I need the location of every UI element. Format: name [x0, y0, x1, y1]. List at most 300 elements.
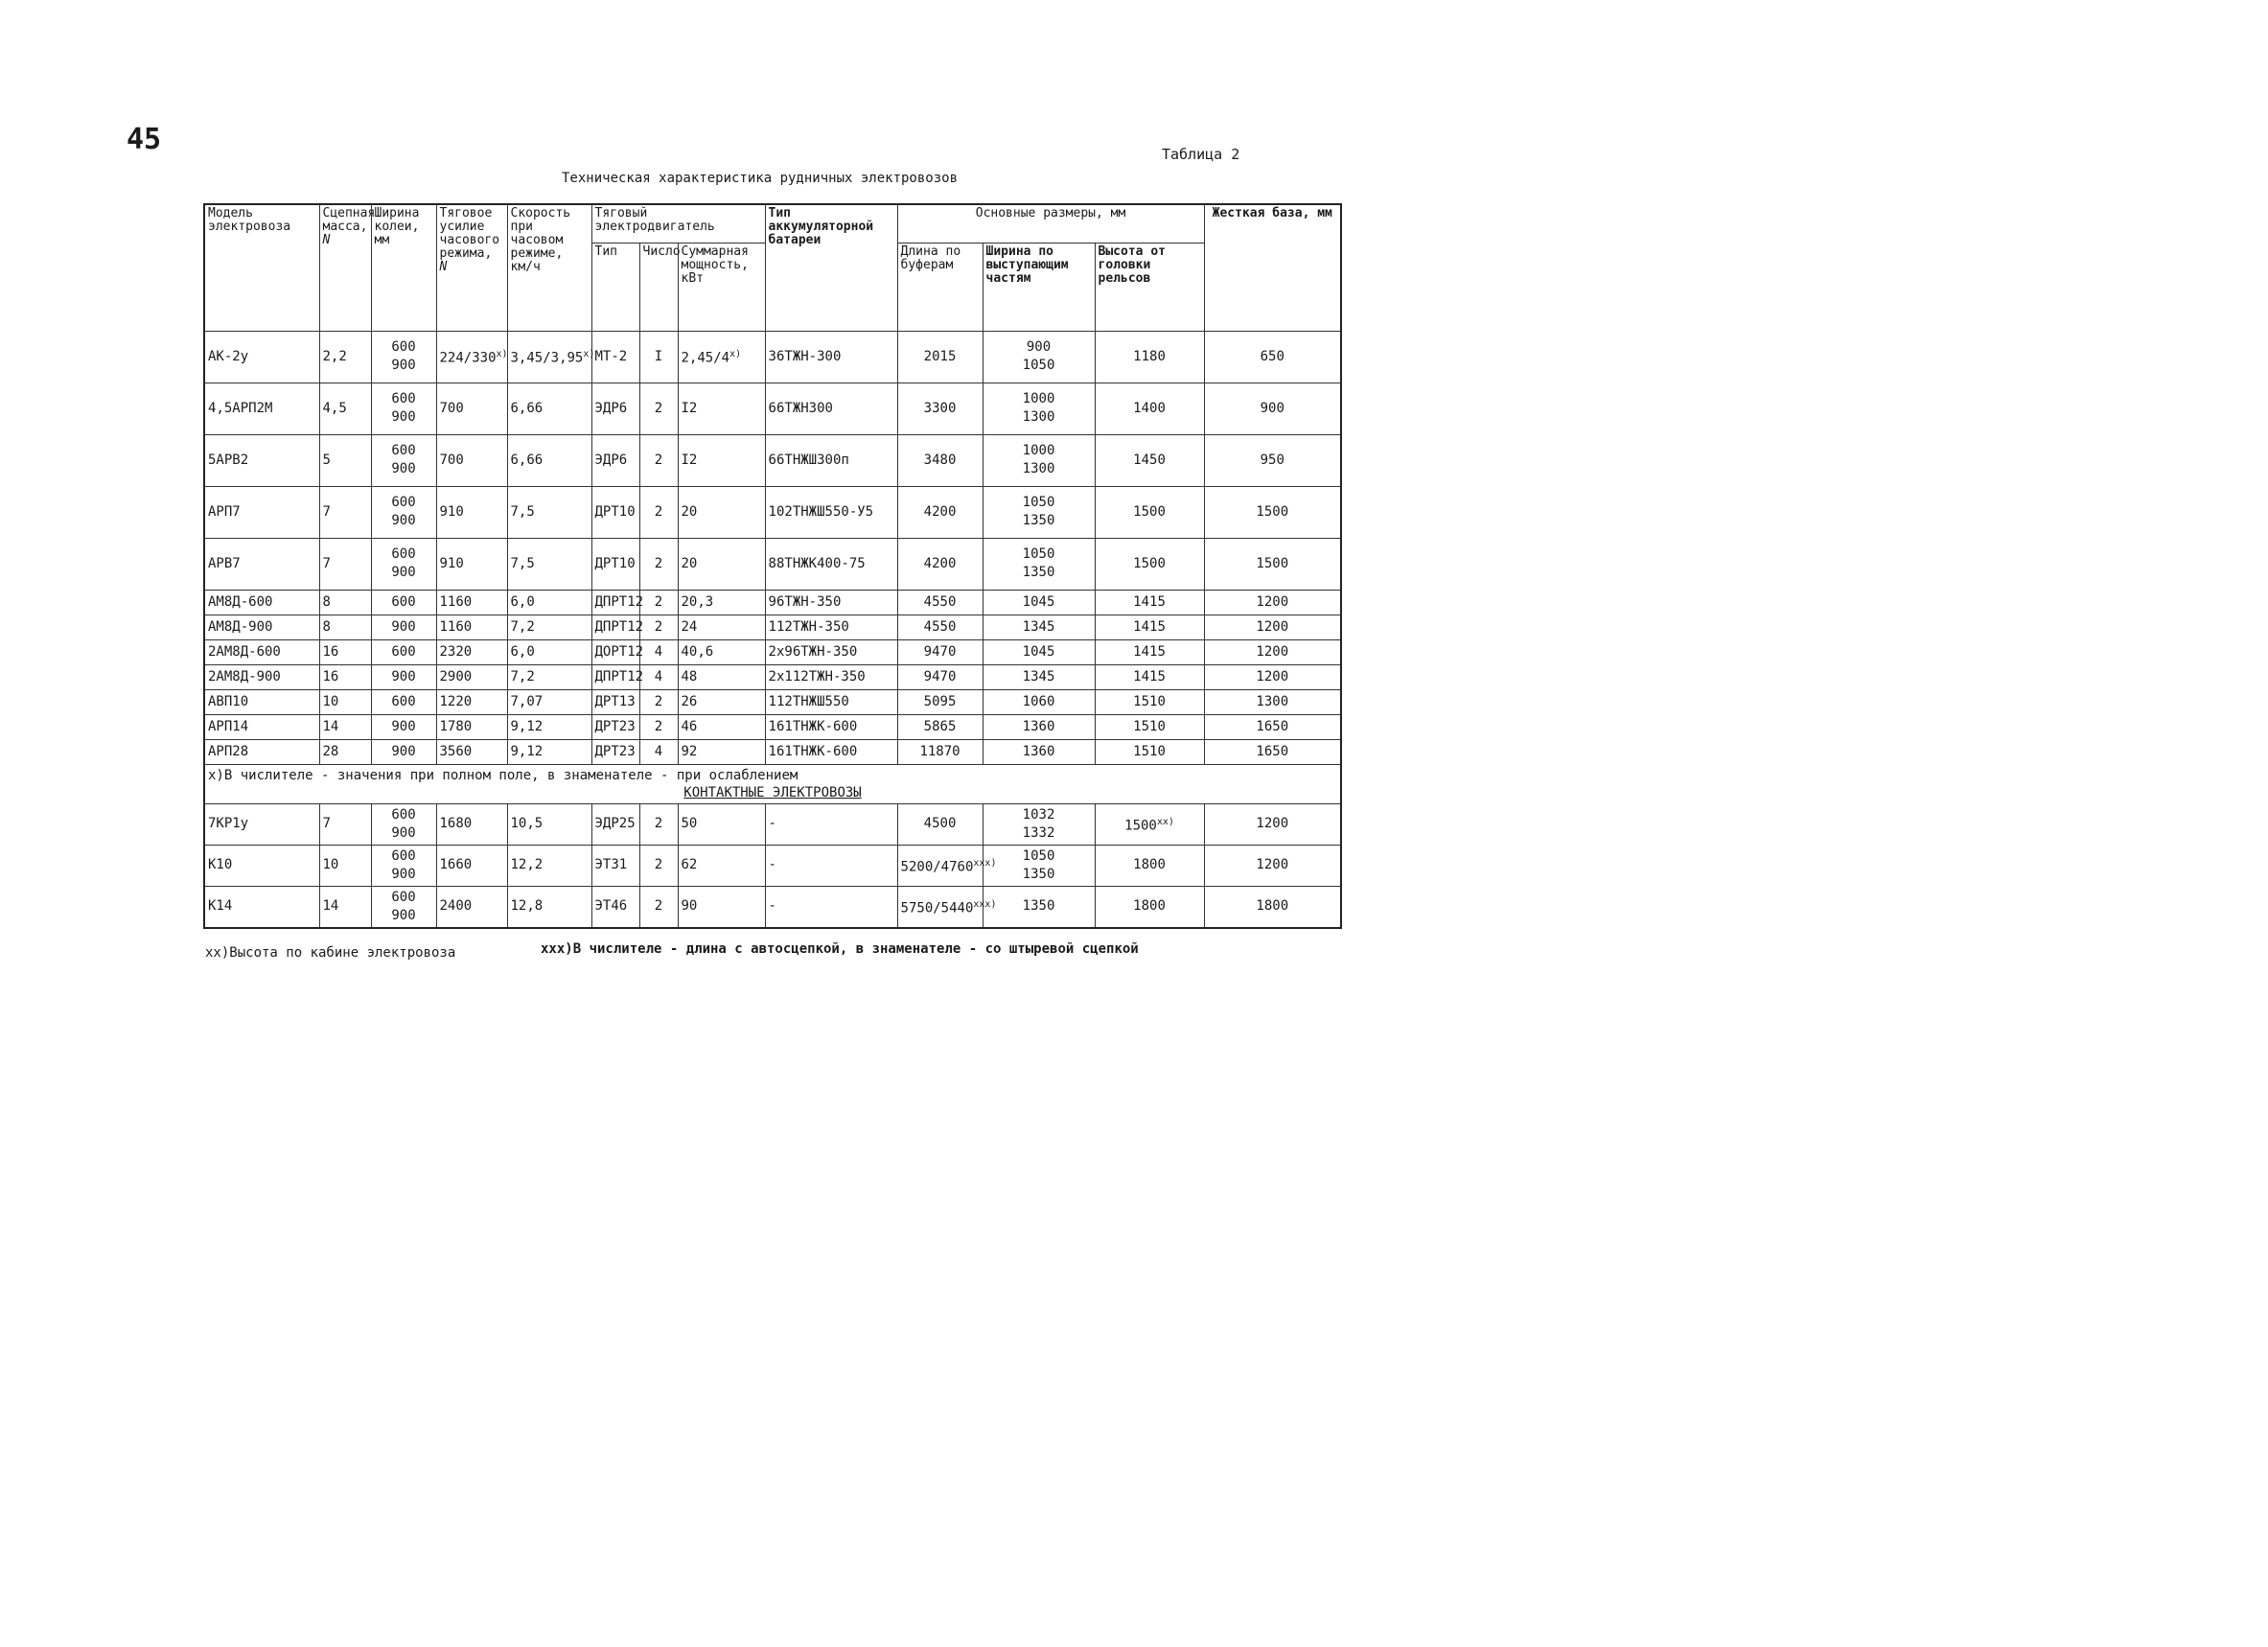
cell-height [1095, 664, 1204, 689]
cell-model-value: 7КР1у [208, 816, 249, 831]
cell-gauge-value: 600 [391, 495, 416, 510]
cell-battery [765, 803, 897, 845]
cell-length [897, 615, 983, 639]
cell-width [983, 739, 1095, 764]
cell-gauge [371, 590, 436, 615]
cell-mass-value: 10 [322, 857, 339, 872]
header-height: Высота от головки рельсов [1095, 243, 1204, 331]
cell-motor-type-value: ДРТ23 [594, 743, 636, 759]
cell-length-footnote-mark: ххх) [973, 857, 997, 869]
cell-motor-count [639, 434, 678, 486]
cell-width-value: 1045 [1022, 643, 1055, 660]
cell-length-value: 3300 [923, 400, 957, 416]
cell-motor-power-value: 2,45/4 [681, 350, 730, 366]
cell-gauge-value: 600 [391, 546, 416, 562]
cell-mass [319, 434, 371, 486]
cell-gauge-value: 900 [391, 743, 416, 759]
cell-battery-value: 102ТНЖШ550-У5 [768, 503, 874, 520]
cell-width [983, 615, 1095, 639]
cell-height-value: 1415 [1133, 618, 1166, 635]
cell-width-value: 1345 [1022, 668, 1055, 684]
cell-motor-count [639, 538, 678, 590]
cell-speed-value: 7,2 [510, 618, 535, 635]
cell-motor-type [591, 886, 639, 928]
cell-wheelbase [1204, 331, 1341, 383]
cell-length-value: 5750/5440 [900, 900, 974, 916]
header-mass-unit: N [322, 233, 331, 247]
cell-width-value: 1360 [1022, 718, 1055, 734]
cell-gauge-value: 900 [391, 718, 416, 734]
cell-motor-count-value: 2 [654, 593, 663, 610]
cell-battery-value: 36ТЖН-300 [768, 348, 842, 364]
cell-mass [319, 664, 371, 689]
header-motor-type: Тип [591, 243, 639, 331]
footnote-xx: хх)Высота по кабине электровоза [205, 945, 456, 961]
cell-length-value: 11870 [919, 743, 960, 759]
cell-force [436, 739, 507, 764]
cell-mass-value: 2,2 [322, 348, 347, 364]
cell-speed [507, 639, 591, 664]
cell-width [983, 383, 1095, 434]
cell-wheelbase-value: 1200 [1256, 643, 1289, 660]
cell-mass-value: 16 [322, 643, 339, 660]
cell-gauge [371, 434, 436, 486]
cell-motor-count-value: 4 [654, 668, 663, 684]
cell-model [204, 538, 319, 590]
cell-height [1095, 803, 1204, 845]
cell-motor-type [591, 739, 639, 764]
cell-wheelbase [1204, 886, 1341, 928]
cell-mass [319, 486, 371, 538]
cell-length-value: 3480 [923, 452, 957, 468]
cell-mass-value: 7 [322, 503, 331, 520]
cell-force-value: 1660 [439, 857, 473, 872]
cell-gauge [371, 383, 436, 434]
cell-length-value: 5095 [923, 693, 957, 709]
cell-force [436, 615, 507, 639]
cell-force [436, 689, 507, 714]
cell-height [1095, 486, 1204, 538]
cell-force-value: 2900 [439, 668, 473, 684]
cell-gauge [371, 689, 436, 714]
cell-motor-count-value: 2 [654, 618, 663, 635]
cell-motor-power-value: 62 [681, 857, 698, 872]
cell-battery-value: 96ТЖН-350 [768, 593, 842, 610]
cell-wheelbase-value: 1200 [1256, 816, 1289, 831]
cell-motor-count [639, 615, 678, 639]
cell-length [897, 664, 983, 689]
cell-speed-value: 6,66 [510, 452, 544, 468]
cell-height [1095, 434, 1204, 486]
cell-speed [507, 886, 591, 928]
cell-wheelbase [1204, 615, 1341, 639]
cell-width-value: 1332 [1022, 824, 1055, 841]
cell-height-value: 1510 [1133, 718, 1166, 734]
cell-speed-value: 6,0 [510, 593, 535, 610]
cell-motor-type-value: ДПРТ12 [594, 593, 644, 610]
cell-motor-type-value: ДРТ10 [594, 503, 636, 520]
cell-model [204, 486, 319, 538]
cell-width [983, 538, 1095, 590]
cell-motor-count-value: 4 [654, 643, 663, 660]
cell-force [436, 886, 507, 928]
cell-width-value: 1300 [1022, 409, 1055, 425]
cell-model-value: АМ8Д-600 [208, 593, 273, 610]
cell-motor-power-value: 92 [681, 743, 698, 759]
cell-mass-value: 8 [322, 618, 331, 635]
cell-mass-value: 5 [322, 452, 331, 468]
cell-length-value: 9470 [923, 643, 957, 660]
cell-force-value: 1160 [439, 593, 473, 610]
header-mass-label: Сцепная масса, [322, 206, 376, 234]
cell-gauge-value: 900 [391, 618, 416, 635]
cell-motor-power-value: 50 [681, 816, 698, 831]
cell-motor-power [678, 538, 765, 590]
cell-width [983, 664, 1095, 689]
cell-wheelbase-value: 1300 [1256, 693, 1289, 709]
cell-wheelbase [1204, 434, 1341, 486]
cell-motor-power [678, 664, 765, 689]
cell-model [204, 615, 319, 639]
table-row [204, 383, 1341, 434]
cell-force-value: 910 [439, 503, 464, 520]
cell-motor-count [639, 383, 678, 434]
cell-motor-power [678, 434, 765, 486]
cell-battery [765, 590, 897, 615]
cell-force-value: 700 [439, 400, 464, 416]
cell-wheelbase [1204, 714, 1341, 739]
cell-force-value: 1220 [439, 693, 473, 709]
cell-model-value: 2АМ8Д-900 [208, 668, 281, 684]
cell-height [1095, 331, 1204, 383]
cell-motor-count [639, 590, 678, 615]
cell-width [983, 434, 1095, 486]
cell-motor-type [591, 538, 639, 590]
cell-mass-value: 8 [322, 593, 331, 610]
cell-speed [507, 383, 591, 434]
cell-battery-value: - [768, 898, 776, 914]
cell-width [983, 689, 1095, 714]
cell-wheelbase-value: 1200 [1256, 593, 1289, 610]
cell-motor-power-footnote-mark: х) [729, 349, 742, 360]
cell-motor-type-value: ЭДР6 [594, 400, 628, 416]
cell-mass [319, 689, 371, 714]
cell-length-value: 4550 [923, 618, 957, 635]
table-row [204, 845, 1341, 886]
cell-height-value: 1500 [1124, 818, 1157, 834]
footnote-x: х)В числителе - значения при полном поле, в знаменателе - при ослаблением [208, 767, 798, 783]
rudnichnye-locomotives-body [204, 331, 1341, 764]
cell-length-value: 2015 [923, 348, 957, 364]
cell-speed-value: 6,66 [510, 400, 544, 416]
cell-width-value: 1345 [1022, 618, 1055, 635]
cell-speed [507, 615, 591, 639]
cell-motor-power [678, 331, 765, 383]
cell-wheelbase [1204, 590, 1341, 615]
header-motor-count: Число [639, 243, 678, 331]
cell-motor-power-value: 24 [681, 618, 698, 635]
cell-gauge-value: 600 [391, 806, 416, 823]
cell-battery [765, 538, 897, 590]
cell-motor-power [678, 803, 765, 845]
cell-speed-value: 7,5 [510, 555, 535, 571]
cell-length [897, 689, 983, 714]
cell-motor-count-value: 2 [654, 693, 663, 709]
cell-height [1095, 538, 1204, 590]
cell-force-value: 224/330 [439, 350, 497, 366]
cell-height [1095, 639, 1204, 664]
cell-motor-power [678, 639, 765, 664]
cell-battery [765, 486, 897, 538]
cell-wheelbase-value: 950 [1260, 452, 1284, 468]
cell-battery [765, 615, 897, 639]
cell-width-value: 1032 [1022, 806, 1055, 823]
cell-motor-count-value: 4 [654, 743, 663, 759]
cell-mass [319, 845, 371, 886]
cell-gauge-value: 900 [391, 461, 416, 476]
header-motor-power: Суммарная мощность, кВт [678, 243, 765, 331]
cell-motor-count-value: 2 [654, 898, 663, 914]
cell-gauge-value: 600 [391, 593, 416, 610]
cell-motor-power-value: 40,6 [681, 643, 714, 660]
cell-motor-type [591, 803, 639, 845]
cell-height [1095, 714, 1204, 739]
cell-length-value: 4200 [923, 503, 957, 520]
header-motor-group: Тяговый электродвигатель [591, 204, 765, 243]
table-row [204, 714, 1341, 739]
cell-force [436, 434, 507, 486]
cell-force [436, 590, 507, 615]
cell-height-footnote-mark: хх) [1156, 816, 1174, 827]
contact-locomotives-body [204, 803, 1341, 928]
cell-speed [507, 714, 591, 739]
table-row [204, 664, 1341, 689]
cell-motor-type-value: ДПРТ12 [594, 668, 644, 684]
cell-length-value: 5865 [923, 718, 957, 734]
cell-battery-value: 112ТЖН-350 [768, 618, 849, 635]
cell-length [897, 739, 983, 764]
cell-mass [319, 886, 371, 928]
footnote-row [204, 764, 1341, 803]
cell-height-value: 1400 [1133, 400, 1166, 416]
cell-length [897, 886, 997, 928]
cell-force-value: 2320 [439, 643, 473, 660]
cell-width [983, 714, 1095, 739]
cell-motor-type [591, 639, 644, 664]
cell-length [897, 590, 983, 615]
cell-gauge-value: 900 [391, 907, 416, 923]
cell-motor-power-value: 90 [681, 898, 698, 914]
cell-gauge-value: 900 [391, 866, 416, 882]
cell-width [983, 803, 1095, 845]
header-force-label: Тяговое усилие часового режима, [439, 206, 500, 261]
cell-wheelbase [1204, 486, 1341, 538]
cell-motor-power [678, 486, 765, 538]
cell-motor-count-value: 2 [654, 452, 663, 468]
cell-motor-type-value: ДРТ10 [594, 555, 636, 571]
header-wheelbase: Жесткая база, мм [1204, 204, 1341, 331]
cell-force-value: 1780 [439, 718, 473, 734]
cell-motor-count-value: 2 [654, 400, 663, 416]
cell-gauge [371, 739, 436, 764]
cell-wheelbase-value: 1650 [1256, 743, 1289, 759]
cell-speed-value: 10,5 [510, 816, 544, 831]
cell-wheelbase-value: 1500 [1256, 555, 1289, 571]
header-force-unit: N [439, 260, 448, 274]
cell-mass-value: 16 [322, 668, 339, 684]
cell-mass [319, 538, 371, 590]
cell-speed [507, 434, 591, 486]
cell-model-value: АВП10 [208, 693, 249, 709]
cell-motor-type [591, 615, 644, 639]
cell-gauge-value: 600 [391, 889, 416, 905]
cell-motor-type-value: ДОРТ12 [594, 643, 644, 660]
cell-speed [507, 739, 591, 764]
cell-speed [507, 845, 591, 886]
cell-width-value: 1350 [1022, 866, 1055, 882]
cell-force [436, 331, 507, 383]
cell-speed-footnote-mark: х) [583, 349, 595, 360]
table-row [204, 434, 1341, 486]
cell-motor-type-value: ЭТ31 [594, 857, 628, 872]
cell-model-value: К10 [208, 857, 233, 872]
cell-motor-power-value: 20 [681, 503, 698, 520]
footnote-xxx: ххх)В числителе - длина с автосцепкой, в знаменателе - со штыревой сцепкой [541, 941, 1139, 957]
cell-height [1095, 845, 1204, 886]
cell-height [1095, 383, 1204, 434]
cell-width-value: 1350 [1022, 898, 1055, 914]
header-width: Ширина по выступающим частям [983, 243, 1095, 331]
cell-battery-value: 2х112ТЖН-350 [768, 668, 866, 684]
cell-motor-power-value: 26 [681, 693, 698, 709]
cell-battery [765, 331, 897, 383]
cell-motor-count [639, 664, 678, 689]
cell-width [983, 486, 1095, 538]
cell-width [983, 886, 1095, 928]
cell-height-value: 1500 [1133, 555, 1166, 571]
cell-width-value: 1050 [1022, 546, 1055, 562]
cell-gauge [371, 639, 436, 664]
cell-mass [319, 803, 371, 845]
cell-motor-power [678, 886, 765, 928]
cell-motor-type-value: ДРТ13 [594, 693, 636, 709]
cell-width-value: 1350 [1022, 513, 1055, 528]
table-row [204, 803, 1341, 845]
cell-width-value: 900 [1026, 339, 1052, 355]
cell-force-value: 1160 [439, 618, 473, 635]
cell-model-value: АМ8Д-900 [208, 618, 273, 635]
cell-motor-power-value: 20 [681, 555, 698, 571]
cell-battery [765, 845, 897, 886]
table-row [204, 639, 1341, 664]
cell-motor-count-value: 2 [654, 816, 663, 831]
cell-speed [507, 486, 591, 538]
cell-force-value: 910 [439, 555, 464, 571]
cell-force-footnote-mark: х) [496, 349, 508, 360]
cell-motor-power-value: I2 [681, 400, 698, 416]
cell-motor-type [591, 664, 644, 689]
cell-motor-type [591, 689, 639, 714]
cell-motor-count [639, 331, 678, 383]
cell-model [204, 664, 319, 689]
cell-height [1095, 886, 1204, 928]
cell-gauge-value: 600 [391, 391, 416, 406]
cell-force [436, 639, 507, 664]
cell-mass-value: 4,5 [322, 400, 347, 416]
cell-wheelbase-value: 650 [1260, 348, 1284, 364]
header-length: Длина по буферам [897, 243, 983, 331]
cell-height-value: 1500 [1133, 503, 1166, 520]
cell-length [897, 383, 983, 434]
cell-width-value: 1350 [1022, 565, 1055, 580]
cell-motor-count [639, 803, 678, 845]
cell-speed-value: 9,12 [510, 718, 544, 734]
cell-speed-value: 3,45/3,95 [510, 350, 584, 366]
cell-speed-value: 7,5 [510, 503, 535, 520]
cell-wheelbase-value: 1200 [1256, 618, 1289, 635]
table-row [204, 886, 1341, 928]
cell-mass-value: 14 [322, 718, 339, 734]
cell-width-value: 1060 [1022, 693, 1055, 709]
cell-model-value: АК-2у [208, 348, 249, 364]
cell-force [436, 383, 507, 434]
cell-wheelbase-value: 1200 [1256, 668, 1289, 684]
table-row [204, 538, 1341, 590]
cell-model-value: АРВ7 [208, 555, 241, 571]
cell-wheelbase [1204, 664, 1341, 689]
cell-motor-power [678, 739, 765, 764]
cell-length-footnote-mark: ххх) [973, 898, 997, 910]
header-model: Модель электровоза [204, 204, 319, 331]
cell-motor-count-value: I [654, 348, 663, 364]
cell-motor-type [591, 434, 639, 486]
cell-mass [319, 639, 371, 664]
cell-speed-value: 12,8 [510, 898, 544, 914]
cell-gauge [371, 664, 436, 689]
cell-height-value: 1800 [1133, 857, 1166, 872]
cell-model-value: АРП28 [208, 743, 249, 759]
cell-wheelbase [1204, 383, 1341, 434]
cell-width [983, 590, 1095, 615]
cell-motor-type-value: МТ-2 [594, 348, 628, 364]
cell-width-value: 1045 [1022, 593, 1055, 610]
cell-motor-type [591, 486, 639, 538]
cell-height [1095, 739, 1204, 764]
cell-force [436, 538, 507, 590]
cell-length [897, 803, 983, 845]
cell-wheelbase [1204, 639, 1341, 664]
cell-width-value: 1050 [1022, 358, 1055, 373]
cell-length [897, 845, 997, 886]
cell-mass-value: 10 [322, 693, 339, 709]
cell-height-value: 1510 [1133, 693, 1166, 709]
cell-speed [507, 689, 591, 714]
cell-gauge-value: 600 [391, 693, 416, 709]
cell-battery-value: 88ТНЖК400-75 [768, 555, 866, 571]
cell-wheelbase-value: 1650 [1256, 718, 1289, 734]
cell-speed-value: 12,2 [510, 857, 544, 872]
cell-gauge-value: 900 [391, 409, 416, 425]
cell-motor-power-value: 46 [681, 718, 698, 734]
cell-height-value: 1510 [1133, 743, 1166, 759]
cell-force [436, 803, 507, 845]
cell-battery-value: - [768, 857, 776, 872]
cell-wheelbase-value: 1500 [1256, 503, 1289, 520]
cell-motor-count [639, 845, 678, 886]
cell-wheelbase [1204, 739, 1341, 764]
cell-motor-power [678, 383, 765, 434]
cell-gauge-value: 600 [391, 443, 416, 458]
